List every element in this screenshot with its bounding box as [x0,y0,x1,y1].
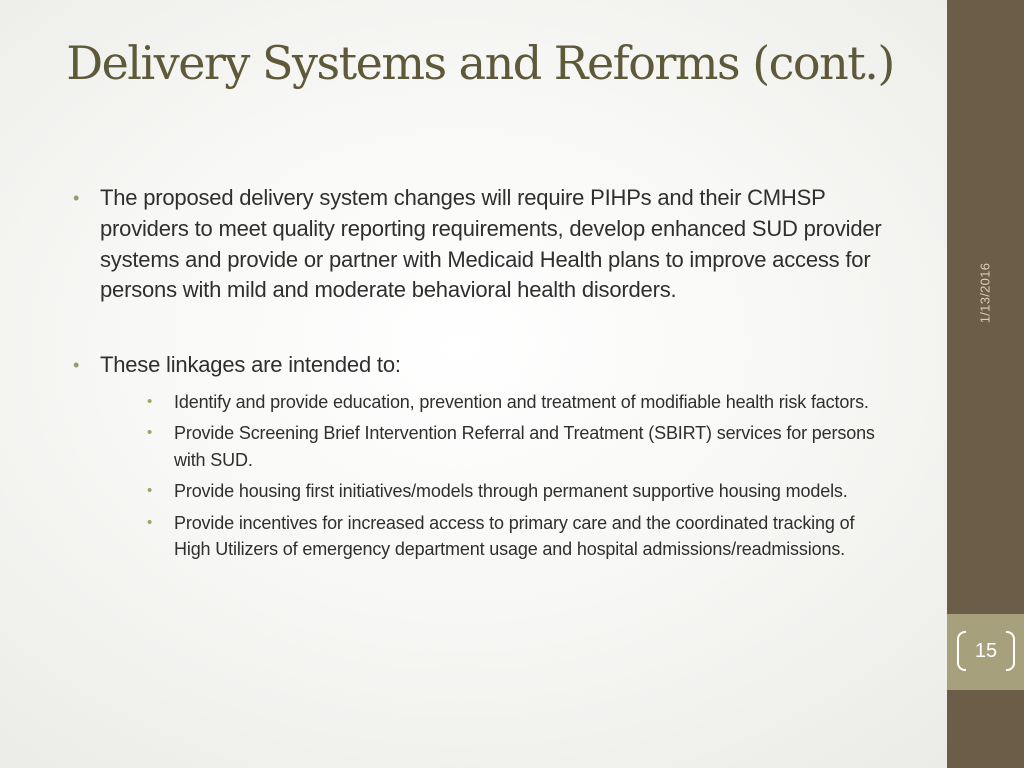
page-number: 15 [974,640,998,662]
sub-bullet-dot-icon: • [147,513,153,531]
bullet-text: These linkages are intended to: [100,352,401,378]
page-frame-icon [957,631,1015,673]
bullet-item [73,350,883,381]
slide-content [73,183,883,567]
sub-bullet-text: Provide incentives for increased access to primary care and the coordinated tracking of High Utilizers of emergency department usage and hospital admissions/readmissions. [174,512,855,560]
sub-bullet-item [73,478,883,504]
bullet-item [73,183,883,306]
slide-title: Delivery Systems and Reforms (cont.) [66,36,894,90]
sub-bullet-text: Provide housing first initiatives/models through permanent supportive housing models. [174,481,848,502]
sub-bullet-item [73,389,883,415]
sub-bullet-list [73,389,883,562]
sub-bullet-text: Provide Screening Brief Intervention Referral and Treatment (SBIRT) services for persons with SUD. [174,423,875,470]
bullet-text: The proposed delivery system changes will require PIHPs and their CMHSP providers to meet quality reporting requirements, develop enhanced SUD provider systems and provide or partner with Medicaid Health plans to improve access for persons with mild and moderate behavioral health disorders. [100,185,882,303]
sub-bullet-dot-icon: • [147,392,153,410]
sub-bullet-item [73,510,883,563]
sub-bullet-item [73,420,883,473]
slide-date: 1/13/2016 [977,262,993,324]
sub-bullet-dot-icon: • [147,482,153,500]
sub-bullet-text: Identify and provide education, prevention and treatment of modifiable health risk factors. [174,391,869,412]
slide-sidebar [947,0,1024,768]
bullet-dot-icon: • [73,355,80,376]
bullet-dot-icon: • [73,188,80,208]
page-number-box [947,614,1024,690]
sub-bullet-dot-icon: • [147,424,153,442]
